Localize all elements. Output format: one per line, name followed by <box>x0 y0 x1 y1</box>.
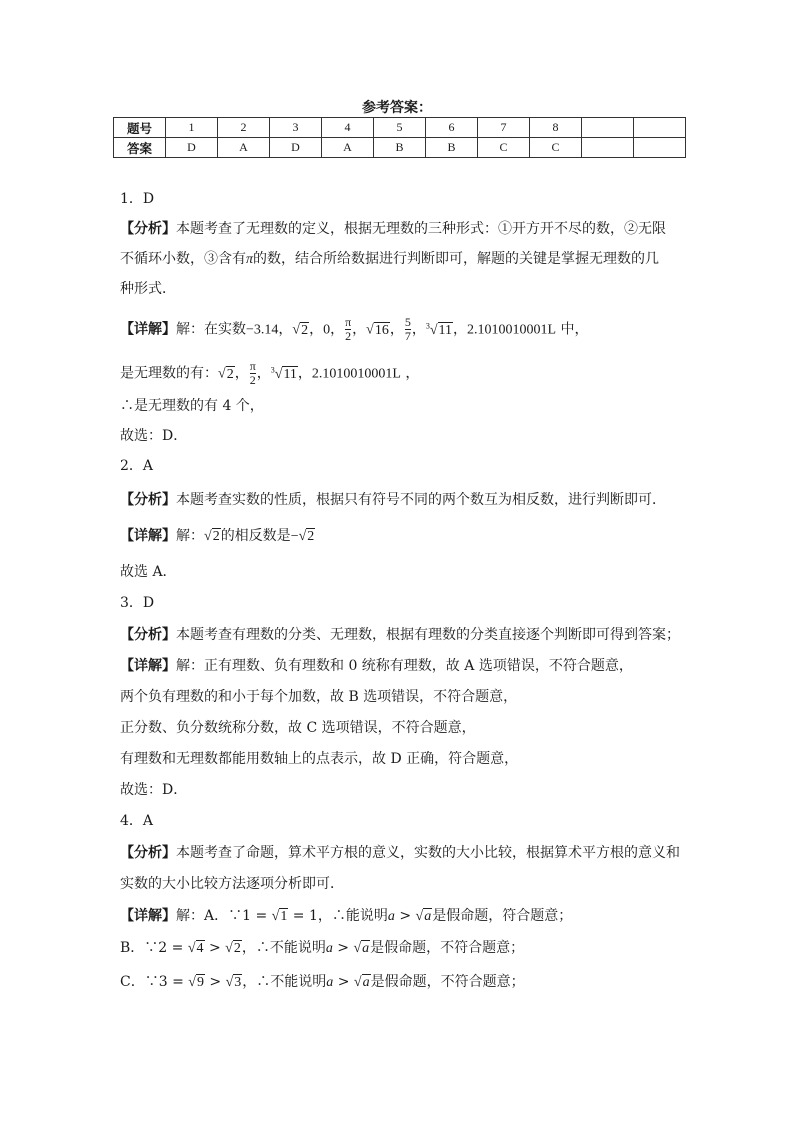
analysis-tag: 【分析】 <box>120 221 176 237</box>
q3-detail <box>120 656 633 676</box>
detail-tag: 【详解】 <box>120 658 176 674</box>
answer-row <box>114 138 686 158</box>
q1-detail-text: 解：在实数 <box>176 321 246 338</box>
separator: ， <box>330 321 345 338</box>
greater-than: > <box>204 940 226 956</box>
table-cell: 5 <box>374 118 426 138</box>
q4-analysis-line-2: 实数的大小比较方法逐项分析即可． <box>120 876 344 892</box>
separator: ， <box>309 321 324 338</box>
q2-detail-text: 的相反数是 <box>220 528 291 544</box>
root-index: 3 <box>425 321 430 330</box>
q3-detail-line-3: 正分数、负分数统称分数，故 C 选项错误，不符合题意， <box>120 720 476 736</box>
radicand: 9 <box>196 975 204 990</box>
table-cell: C <box>478 138 530 158</box>
q4-detail-text: 是假命题，不符合题意； <box>370 940 525 956</box>
q4-detail-text: C．∵3 = <box>120 974 189 990</box>
q4-detail-text: 是假命题，不符合题意； <box>370 974 525 990</box>
separator: ， <box>352 321 367 338</box>
q2-detail-text: 解： <box>176 528 204 544</box>
table-cell: 2 <box>218 118 270 138</box>
separator: ， <box>297 365 312 382</box>
q3-analysis <box>120 625 680 645</box>
q1-analysis-text: 的数，结合所给数据进行判断即可，解题的关键是掌握无理数的几 <box>253 251 660 267</box>
question-number-row <box>114 118 686 138</box>
table-cell: D <box>166 138 218 158</box>
table-cell: 8 <box>530 118 582 138</box>
radicand: 11 <box>438 322 453 338</box>
variable-a: a <box>387 909 395 924</box>
sqrt-expression: √4 <box>187 941 204 956</box>
number: −3.14 <box>246 322 279 338</box>
sqrt-expression: √2 <box>204 529 220 544</box>
q2-analysis <box>120 490 666 510</box>
analysis-tag: 【分析】 <box>120 492 176 508</box>
cube-root-expression: $^3$√11 <box>425 321 453 338</box>
table-cell: 3 <box>270 118 322 138</box>
fraction <box>405 316 411 343</box>
q1-conclusion: ∴是无理数的有 4 个， <box>120 398 264 414</box>
q1-analysis-line-1 <box>120 219 666 239</box>
sqrt-expression: √2 <box>218 366 234 382</box>
q4-detail-b <box>120 938 524 959</box>
q4-analysis-line-1 <box>120 843 680 863</box>
q3-choice: 故选：D． <box>120 782 188 798</box>
greater-than: > <box>394 908 416 924</box>
analysis-tag: 【分析】 <box>120 845 176 861</box>
sqrt-expression: √2 <box>298 529 315 544</box>
q4-heading: 4．A <box>120 813 154 829</box>
table-cell: B <box>426 138 478 158</box>
table-cell <box>634 138 686 158</box>
q1-heading: 1．D <box>120 191 155 207</box>
q4-detail-c <box>120 972 525 993</box>
decimal: 2.1010010001L <box>311 366 401 382</box>
q3-detail-text: 解：正有理数、负有理数和 0 统称有理数，故 A 选项错误，不符合题意， <box>176 658 633 674</box>
cube-root-expression: $^3$√11 <box>270 365 297 382</box>
numerator: π <box>249 359 256 374</box>
sqrt-expression: √9 <box>188 975 204 990</box>
numerator: 5 <box>404 315 411 330</box>
table-cell: A <box>218 138 270 158</box>
sqrt-expression: √16 <box>366 322 389 338</box>
greater-than: > <box>332 940 354 956</box>
q2-analysis-text: 本题考查实数的性质，根据只有符号不同的两个数互为相反数，进行判断即可． <box>176 492 666 508</box>
sqrt-expression: √a <box>353 941 370 956</box>
fraction <box>250 360 256 387</box>
q1-detail-text: 是无理数的有： <box>120 365 218 382</box>
separator: ， <box>411 321 426 338</box>
q2-detail <box>120 526 315 547</box>
table-cell: B <box>374 138 426 158</box>
answer-table <box>113 117 686 158</box>
analysis-tag: 【分析】 <box>120 627 176 643</box>
row-label-answer: 答案 <box>114 138 166 158</box>
separator: ， <box>256 365 271 382</box>
sqrt-expression: √2 <box>225 941 241 956</box>
denominator: 2 <box>249 373 256 388</box>
sqrt-expression: √a <box>415 909 432 924</box>
row-label-number: 题号 <box>114 118 166 138</box>
minus-sign: − <box>290 529 299 544</box>
table-cell: 1 <box>166 118 218 138</box>
radicand: 2 <box>301 322 309 338</box>
table-cell: 6 <box>426 118 478 138</box>
table-cell: D <box>270 138 322 158</box>
separator: ， <box>400 365 420 382</box>
sqrt-expression: √a <box>353 975 370 990</box>
table-cell: 4 <box>322 118 374 138</box>
q4-detail-text: = 1，∴能说明 <box>288 908 388 924</box>
radicand: a <box>362 941 370 956</box>
page-title: 参考答案： <box>362 100 432 116</box>
separator: ， <box>278 321 293 338</box>
root-index: 3 <box>270 365 275 374</box>
decimal: 2.1010010001L <box>467 322 557 338</box>
q2-choice: 故选 A． <box>120 564 177 580</box>
radicand: 2 <box>307 529 315 544</box>
numerator: π <box>345 315 352 330</box>
greater-than: > <box>333 974 354 990</box>
greater-than: > <box>204 974 226 990</box>
q4-detail-a <box>120 906 572 927</box>
radicand: 2 <box>233 941 241 956</box>
denominator: 2 <box>345 329 352 344</box>
q1-analysis-text: 不循环小数，③含有 <box>120 251 246 267</box>
radicand: 2 <box>226 366 234 382</box>
separator: ， <box>234 365 249 382</box>
denominator: 7 <box>404 329 411 344</box>
pi-symbol: π <box>246 252 254 267</box>
q1-analysis-text: 本题考查了无理数的定义，根据无理数的三种形式：①开方开不尽的数，②无限 <box>176 221 666 237</box>
q1-analysis-line-3: 种形式． <box>120 281 176 297</box>
separator: ， <box>453 321 468 338</box>
radicand: 2 <box>212 529 220 544</box>
radicand: 1 <box>280 909 288 924</box>
table-cell <box>634 118 686 138</box>
fraction <box>345 316 351 343</box>
radicand: 4 <box>196 941 204 956</box>
q1-detail-line-2 <box>120 360 419 387</box>
q1-choice: 故选：D． <box>120 428 188 444</box>
table-cell <box>582 138 634 158</box>
detail-tag: 【详解】 <box>120 908 176 924</box>
q4-detail-text: 解：A．∵1 = <box>176 908 272 924</box>
radicand: 11 <box>283 366 297 382</box>
sqrt-expression: √2 <box>292 322 309 338</box>
q4-analysis-text: 本题考查了命题，算术平方根的意义，实数的大小比较，根据算术平方根的意义和 <box>176 845 680 861</box>
sqrt-expression: √3 <box>225 975 242 990</box>
q3-analysis-text: 本题考查有理数的分类、无理数，根据有理数的分类直接逐个判断即可得到答案； <box>176 627 680 643</box>
number: 0 <box>323 322 331 338</box>
radicand: 3 <box>234 975 242 990</box>
sqrt-expression: √1 <box>271 909 288 924</box>
q3-heading: 3．D <box>120 595 155 611</box>
q4-detail-text: 是假命题，符合题意； <box>432 908 573 924</box>
radicand: 16 <box>374 322 389 338</box>
detail-tag: 【详解】 <box>120 321 176 338</box>
variable-a: a <box>326 975 334 990</box>
q4-detail-text: ，∴不能说明 <box>242 974 327 990</box>
q1-detail-text: 中， <box>556 321 589 338</box>
radicand: a <box>424 909 432 924</box>
q1-detail-line-1 <box>120 316 589 343</box>
table-cell: A <box>322 138 374 158</box>
q3-detail-line-4: 有理数和无理数都能用数轴上的点表示，故 D 正确，符合题意， <box>120 751 519 767</box>
separator: ， <box>389 321 404 338</box>
q4-detail-text: B．∵2 = <box>120 940 188 956</box>
q3-detail-line-2: 两个负有理数的和小于每个加数，故 B 选项错误，不符合题意， <box>120 689 518 705</box>
q2-heading: 2．A <box>120 458 154 474</box>
q1-analysis-line-2 <box>120 249 659 270</box>
table-cell: C <box>530 138 582 158</box>
radicand: a <box>362 975 370 990</box>
variable-a: a <box>325 941 333 956</box>
table-cell <box>582 118 634 138</box>
detail-tag: 【详解】 <box>120 528 176 544</box>
q4-detail-text: ，∴不能说明 <box>241 940 326 956</box>
table-cell: 7 <box>478 118 530 138</box>
